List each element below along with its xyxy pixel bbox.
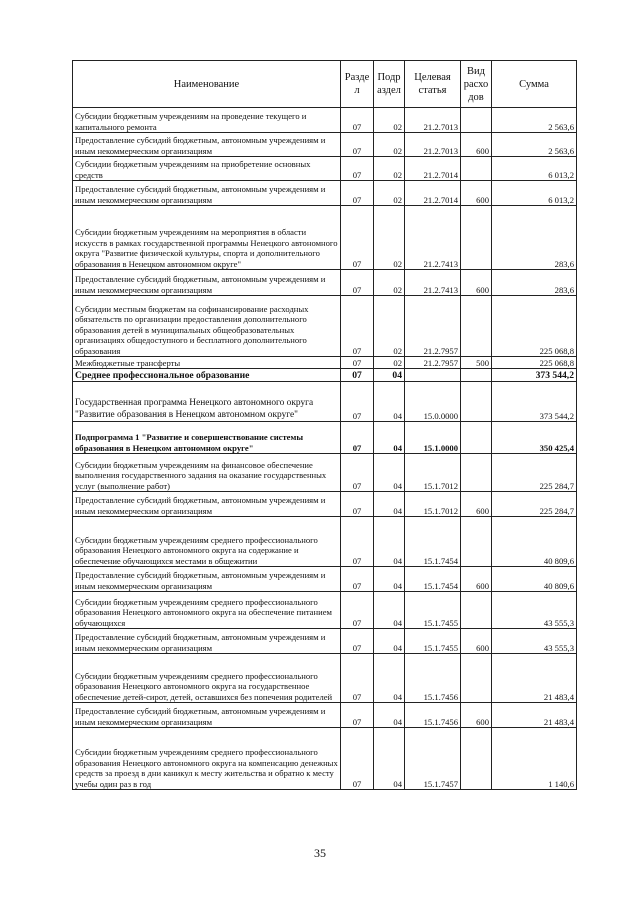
row-sum-cell: 2 563,6 (492, 108, 577, 133)
row-target-cell: 15.1.7012 (405, 492, 461, 517)
table-row (73, 703, 577, 728)
row-section-cell: 07 (341, 157, 374, 181)
table-row (73, 492, 577, 517)
row-target-cell: 21.2.7013 (405, 108, 461, 133)
row-section-cell: 07 (341, 454, 374, 492)
row-sum-cell: 225 284,7 (492, 454, 577, 492)
row-section-cell: 07 (341, 703, 374, 728)
row-name-cell: Субсидии бюджетным учреждениям на проведение текущего и капитального ремонта (73, 108, 341, 133)
row-type-cell: 600 (461, 703, 492, 728)
row-subsection-cell: 02 (374, 357, 405, 369)
row-name-cell: Субсидии бюджетным учреждениям среднего профессионального образования Ненецкого автономного округа на компенсацию денежных средств за проезд в дни каникул к месту жительства и обратно к месту учебы один раз в год (73, 728, 341, 790)
row-section-cell: 07 (341, 492, 374, 517)
row-subsection-cell: 04 (374, 382, 405, 422)
row-type-cell (461, 369, 492, 382)
row-subsection-cell: 04 (374, 629, 405, 654)
table-row (73, 592, 577, 629)
row-name-cell: Субсидии бюджетным учреждениям на приобретение основных средств (73, 157, 341, 181)
row-subsection-cell: 02 (374, 270, 405, 296)
row-name-cell: Предоставление субсидий бюджетным, автономным учреждениям и иным некоммерческим организациям (73, 492, 341, 517)
row-type-cell (461, 157, 492, 181)
row-name-cell: Субсидии бюджетным учреждениям среднего профессионального образования Ненецкого автономного округа на обеспечение питанием обучающихся (73, 592, 341, 629)
budget-table (72, 60, 577, 790)
row-sum-cell: 21 483,4 (492, 703, 577, 728)
row-section-cell: 07 (341, 181, 374, 206)
row-subsection-cell: 02 (374, 157, 405, 181)
table-row (73, 382, 577, 422)
row-name-cell: Субсидии бюджетным учреждениям на финансовое обеспечение выполнения государственного задания на оказание государственных услуг (выполнение работ) (73, 454, 341, 492)
row-sum-cell: 40 809,6 (492, 567, 577, 592)
row-target-cell (405, 369, 461, 382)
row-name-cell: Среднее профессиональное образование (73, 369, 341, 382)
header-expense-type: Вид расхо дов (461, 61, 492, 108)
row-target-cell: 21.2.7413 (405, 206, 461, 270)
row-name-cell: Межбюджетные трансферты (73, 357, 341, 369)
table-row (73, 369, 577, 382)
table-row (73, 517, 577, 567)
row-subsection-cell: 04 (374, 492, 405, 517)
row-sum-cell: 350 425,4 (492, 422, 577, 454)
row-sum-cell: 283,6 (492, 270, 577, 296)
row-name-cell: Субсидии местным бюджетам на софинансирование расходных обязательств по организации предоставления дополнительного образования детей в муниципальных общеобразовательных организациях общедоступного и бесплатного дополнительного образования (73, 296, 341, 357)
row-sum-cell: 373 544,2 (492, 382, 577, 422)
row-type-cell: 500 (461, 357, 492, 369)
row-target-cell: 15.1.7456 (405, 654, 461, 703)
row-type-cell (461, 454, 492, 492)
row-type-cell (461, 654, 492, 703)
row-type-cell: 600 (461, 181, 492, 206)
row-sum-cell: 283,6 (492, 206, 577, 270)
row-subsection-cell: 04 (374, 728, 405, 790)
row-type-cell (461, 422, 492, 454)
row-section-cell: 07 (341, 270, 374, 296)
row-target-cell: 21.2.7014 (405, 157, 461, 181)
row-subsection-cell: 04 (374, 422, 405, 454)
row-subsection-cell: 02 (374, 133, 405, 157)
row-subsection-cell: 02 (374, 108, 405, 133)
table-row (73, 181, 577, 206)
row-name-cell: Подпрограмма 1 "Развитие и совершенствование системы образования в Ненецком автономном округе" (73, 422, 341, 454)
row-name-cell: Субсидии бюджетным учреждениям на мероприятия в области искусств в рамках государственной программы Ненецкого автономного округа "Развитие физической культуры, спорта и дополнительного образования в Ненецком автономном округе" (73, 206, 341, 270)
page-number: 35 (314, 846, 326, 860)
row-section-cell: 07 (341, 108, 374, 133)
row-subsection-cell: 04 (374, 654, 405, 703)
table-row (73, 728, 577, 790)
header-sum: Сумма (492, 61, 577, 108)
row-target-cell: 15.0.0000 (405, 382, 461, 422)
row-section-cell: 07 (341, 629, 374, 654)
row-sum-cell: 6 013,2 (492, 157, 577, 181)
row-type-cell (461, 296, 492, 357)
row-type-cell: 600 (461, 133, 492, 157)
row-target-cell: 15.1.7012 (405, 454, 461, 492)
row-sum-cell: 225 284,7 (492, 492, 577, 517)
row-target-cell: 15.1.7454 (405, 567, 461, 592)
row-sum-cell: 43 555,3 (492, 629, 577, 654)
row-subsection-cell: 04 (374, 517, 405, 567)
row-type-cell: 600 (461, 629, 492, 654)
row-type-cell (461, 108, 492, 133)
row-sum-cell: 40 809,6 (492, 517, 577, 567)
row-target-cell: 21.2.7413 (405, 270, 461, 296)
row-section-cell: 07 (341, 296, 374, 357)
row-target-cell: 15.1.7455 (405, 629, 461, 654)
row-type-cell: 600 (461, 270, 492, 296)
table-row (73, 157, 577, 181)
row-name-cell: Предоставление субсидий бюджетным, автономным учреждениям и иным некоммерческим организациям (73, 270, 341, 296)
row-target-cell: 21.2.7957 (405, 296, 461, 357)
row-sum-cell: 225 068,8 (492, 357, 577, 369)
row-sum-cell: 43 555,3 (492, 592, 577, 629)
row-target-cell: 15.1.7454 (405, 517, 461, 567)
table-header-row (73, 61, 577, 108)
row-sum-cell: 6 013,2 (492, 181, 577, 206)
row-type-cell (461, 728, 492, 790)
row-target-cell: 15.1.7455 (405, 592, 461, 629)
row-subsection-cell: 02 (374, 206, 405, 270)
row-subsection-cell: 02 (374, 181, 405, 206)
row-type-cell (461, 592, 492, 629)
row-section-cell: 07 (341, 567, 374, 592)
row-section-cell: 07 (341, 654, 374, 703)
row-target-cell: 21.2.7013 (405, 133, 461, 157)
header-name: Наименование (73, 61, 341, 108)
row-target-cell: 15.1.7456 (405, 703, 461, 728)
row-target-cell: 15.1.7457 (405, 728, 461, 790)
row-section-cell: 07 (341, 357, 374, 369)
row-type-cell (461, 382, 492, 422)
table-row (73, 296, 577, 357)
table-row (73, 357, 577, 369)
row-sum-cell: 373 544,2 (492, 369, 577, 382)
row-name-cell: Предоставление субсидий бюджетным, автономным учреждениям и иным некоммерческим организациям (73, 629, 341, 654)
row-name-cell: Предоставление субсидий бюджетным, автономным учреждениям и иным некоммерческим организациям (73, 133, 341, 157)
row-type-cell: 600 (461, 492, 492, 517)
row-subsection-cell: 04 (374, 454, 405, 492)
row-target-cell: 15.1.0000 (405, 422, 461, 454)
row-section-cell: 07 (341, 517, 374, 567)
row-subsection-cell: 04 (374, 369, 405, 382)
row-sum-cell: 2 563,6 (492, 133, 577, 157)
table-row (73, 422, 577, 454)
table-row (73, 629, 577, 654)
table-row (73, 654, 577, 703)
row-type-cell: 600 (461, 567, 492, 592)
row-name-cell: Государственная программа Ненецкого автономного округа "Развитие образования в Ненецком автономном округе" (73, 382, 341, 422)
row-section-cell: 07 (341, 422, 374, 454)
row-subsection-cell: 04 (374, 703, 405, 728)
row-target-cell: 21.2.7957 (405, 357, 461, 369)
table-row (73, 206, 577, 270)
header-target: Целевая статья (405, 61, 461, 108)
row-section-cell: 07 (341, 592, 374, 629)
header-subsection: Подр аздел (374, 61, 405, 108)
row-subsection-cell: 02 (374, 296, 405, 357)
row-type-cell (461, 517, 492, 567)
table-body (73, 108, 577, 790)
table-row (73, 133, 577, 157)
row-sum-cell: 225 068,8 (492, 296, 577, 357)
row-section-cell: 07 (341, 206, 374, 270)
table-row (73, 567, 577, 592)
row-target-cell: 21.2.7014 (405, 181, 461, 206)
table-row (73, 108, 577, 133)
row-type-cell (461, 206, 492, 270)
row-name-cell: Субсидии бюджетным учреждениям среднего профессионального образования Ненецкого автономного округа на содержание и обеспечение обучающихся местами в общежитии (73, 517, 341, 567)
row-sum-cell: 1 140,6 (492, 728, 577, 790)
header-section: Разде л (341, 61, 374, 108)
row-name-cell: Предоставление субсидий бюджетным, автономным учреждениям и иным некоммерческим организациям (73, 181, 341, 206)
row-subsection-cell: 04 (374, 567, 405, 592)
row-section-cell: 07 (341, 133, 374, 157)
row-subsection-cell: 04 (374, 592, 405, 629)
table-row (73, 270, 577, 296)
row-section-cell: 07 (341, 369, 374, 382)
row-name-cell: Субсидии бюджетным учреждениям среднего профессионального образования Ненецкого автономного округа на государственное обеспечение детей-сирот, детей, оставшихся без попечения родителей (73, 654, 341, 703)
row-sum-cell: 21 483,4 (492, 654, 577, 703)
row-name-cell: Предоставление субсидий бюджетным, автономным учреждениям и иным некоммерческим организациям (73, 567, 341, 592)
row-section-cell: 07 (341, 382, 374, 422)
row-section-cell: 07 (341, 728, 374, 790)
row-name-cell: Предоставление субсидий бюджетным, автономным учреждениям и иным некоммерческим организациям (73, 703, 341, 728)
table-row (73, 454, 577, 492)
